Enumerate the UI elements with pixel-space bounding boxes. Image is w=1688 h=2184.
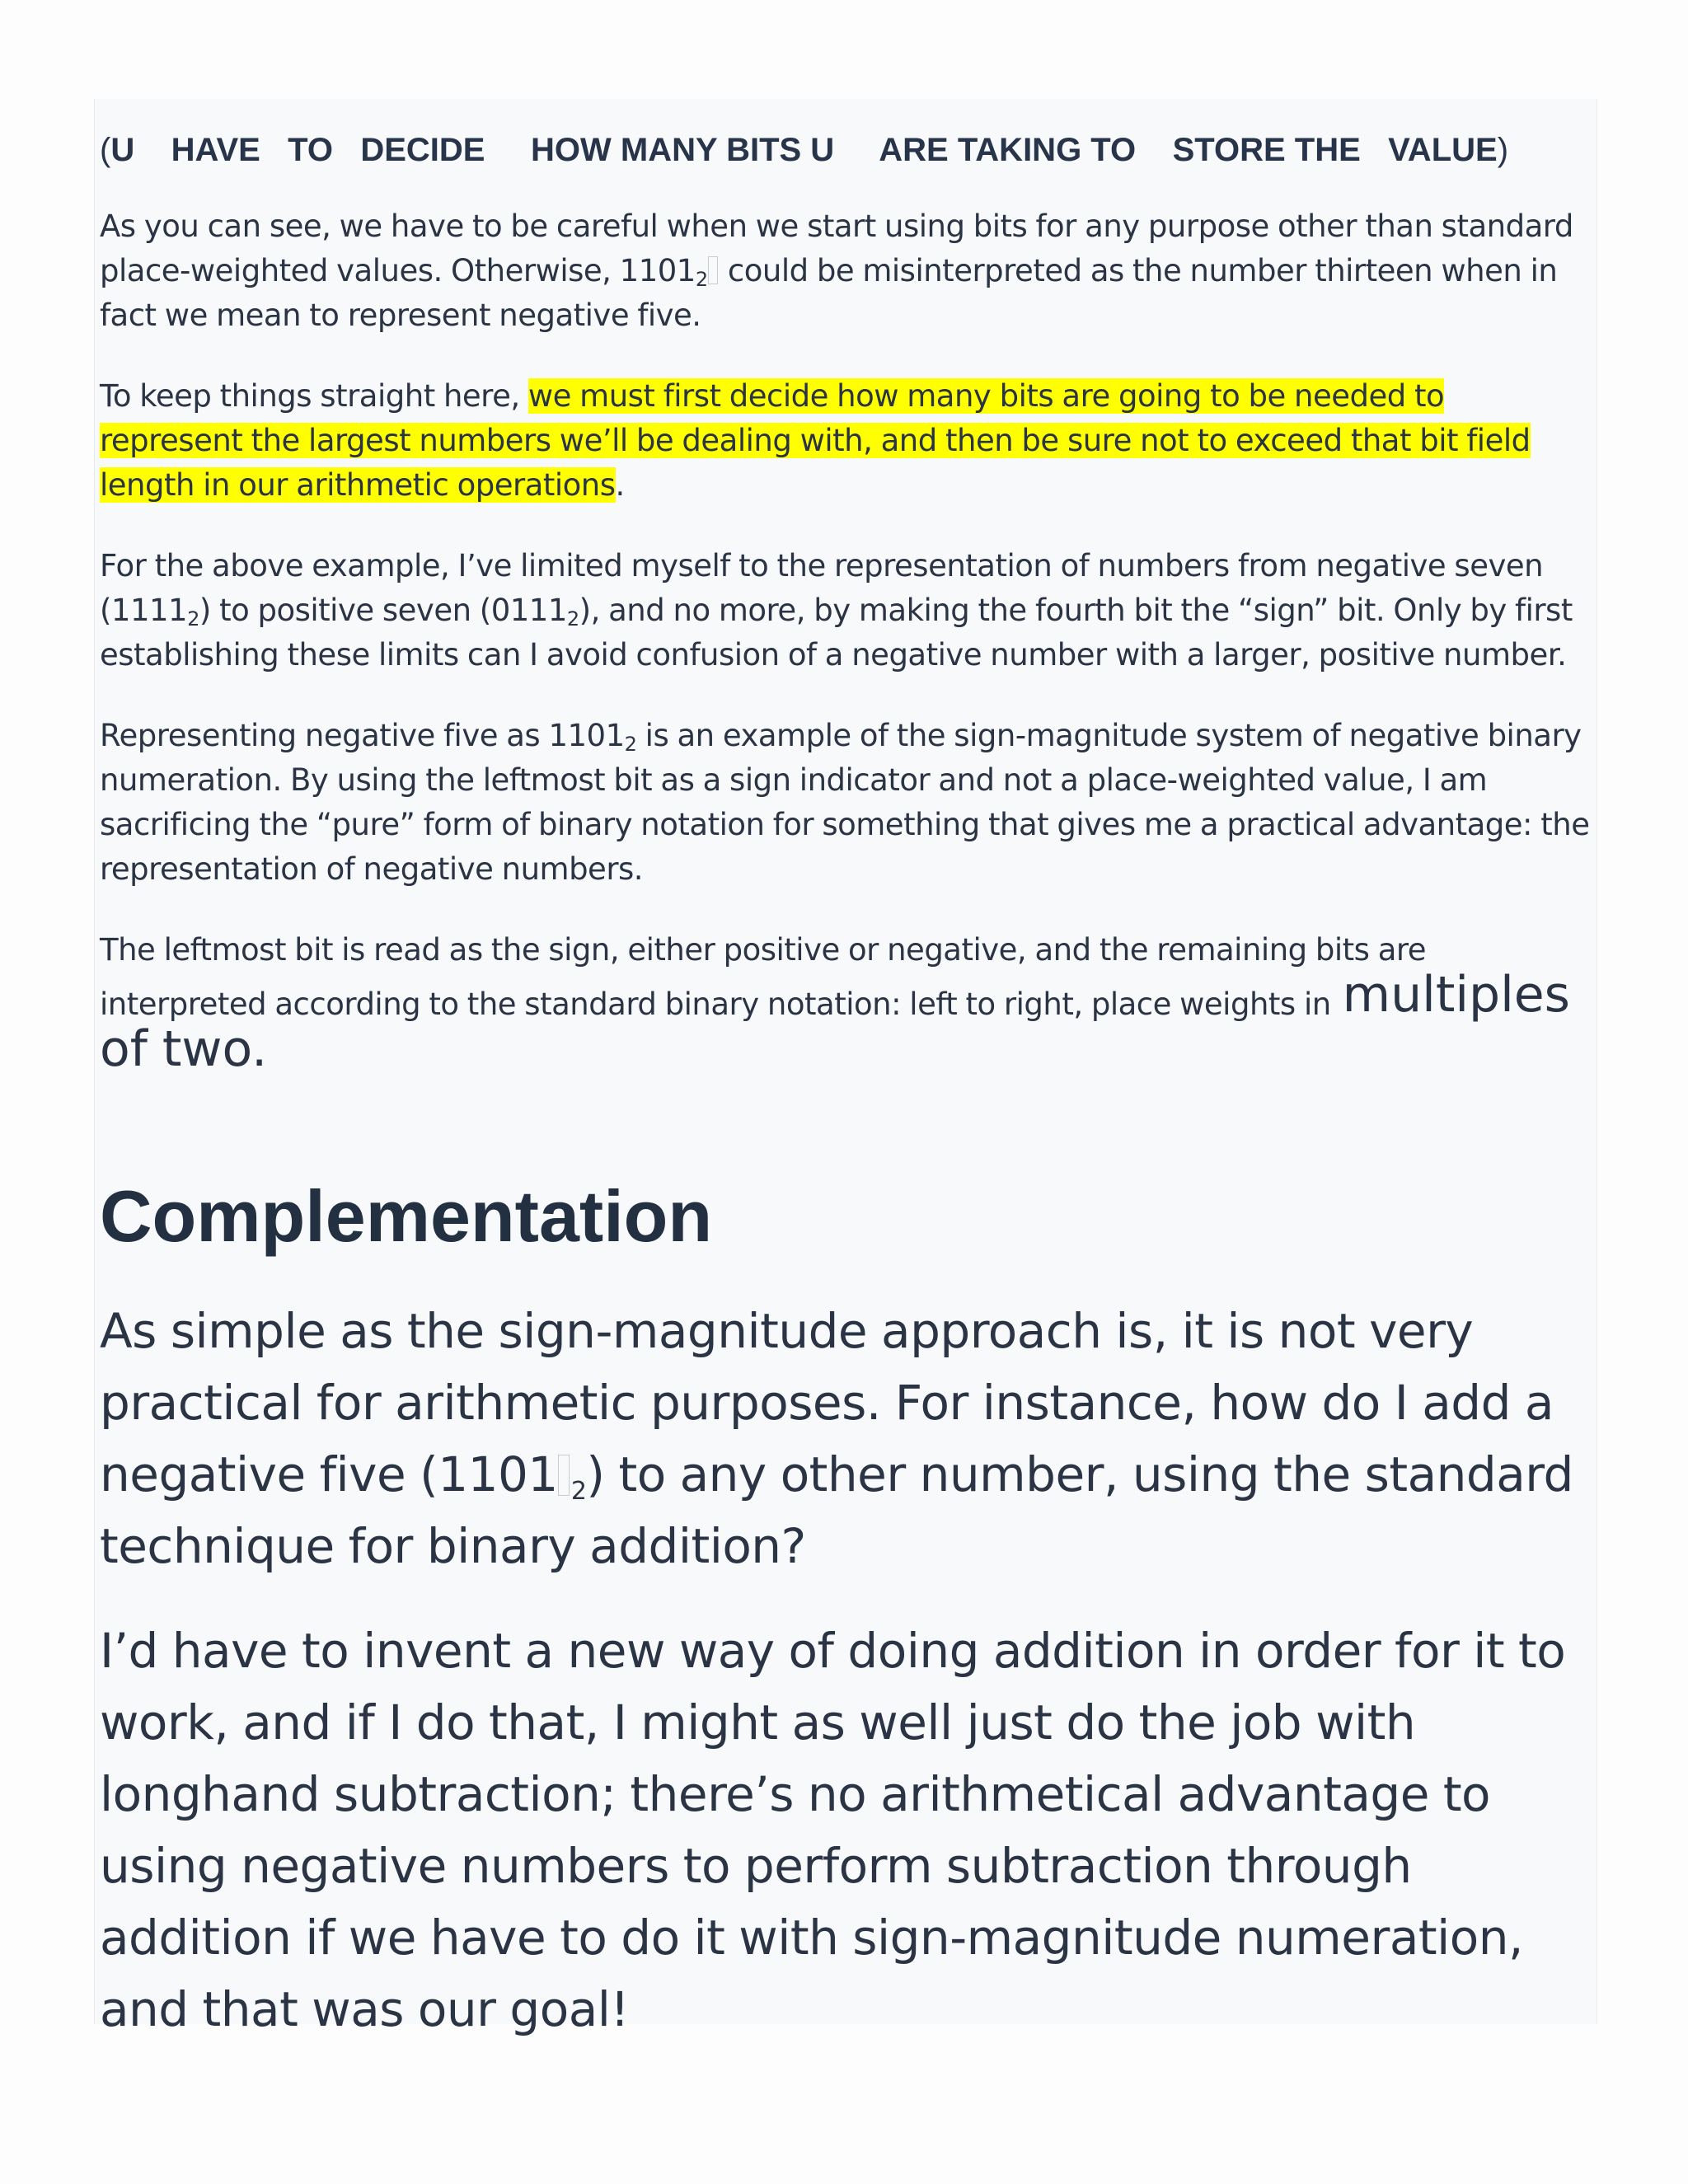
- subscript-base: 2: [570, 1477, 587, 1506]
- text-run: .: [615, 467, 625, 503]
- document-content: [100, 124, 1592, 2079]
- paragraph-invent-addition: I’d have to invent a new way of doing addition in order for it to work, and if I do that, I might as well just do the job with longhand subtraction; there’s no arithmetical advantage to using negative numbers to perform subtraction through addition if we have to do it with sign-magnitude numeration, and that was our goal!: [100, 1623, 1566, 2037]
- text-run: is an example of the sign-magnitude system of negative binary numeration. By using the leftmost bit as a sign indicator and not a place-weighted value, I am sacrificing the “pure” form of binary notation for something that gives me a practical advantage: the representation of negative numbers.: [100, 718, 1590, 887]
- text-run: To keep things straight here,: [100, 378, 528, 414]
- text-run: ) to positive seven (0111: [199, 593, 567, 628]
- text-run: As you can see, we have to be careful when we start using bits for any purpose other than standard place-weighted values. Otherwise, 1101: [100, 209, 1573, 288]
- subscript-base: 2: [566, 607, 579, 630]
- text-run: ), and no more, by making the fourth bit the “sign” bit. Only by first establishing these limits can I avoid confusion of a negative number with a larger, positive number.: [100, 593, 1573, 673]
- open-paren: (: [100, 132, 111, 168]
- subscript-base: 2: [187, 607, 199, 630]
- text-run: As simple as the sign-magnitude approach is, it is not very practical for arithmetic purposes. For instance, how do I add a negative five (1101: [100, 1303, 1554, 1502]
- subscript-base: 2: [695, 268, 708, 291]
- paragraph-careful-bits: [100, 204, 1592, 338]
- missing-glyph-box: [558, 1455, 570, 1496]
- text-run: The leftmost bit is read as the sign, either positive or negative, and the remaining bits are interpreted according to the standard binary notation: left to right, place weights in: [100, 932, 1427, 1022]
- highlighted-text: we must first decide how many bits are going to be needed to represent the largest numbers we’ll be dealing with, and then be sure not to exceed that bit field length in our arithmetic operations: [100, 378, 1531, 503]
- text-run: ) to any other number, using the standard technique for binary addition?: [100, 1446, 1573, 1574]
- text-run: Representing negative five as 1101: [100, 718, 625, 753]
- paragraph-above-example: [100, 544, 1592, 677]
- text-run: For the above example, I’ve limited myself to the representation of numbers from negative seven (1111: [100, 548, 1544, 628]
- subscript-base: 2: [624, 733, 637, 756]
- close-paren: ): [1497, 132, 1509, 168]
- missing-glyph-box: [708, 256, 718, 284]
- paragraph-not-practical: [100, 1296, 1592, 1582]
- paragraph-leftmost-bit: [100, 928, 1592, 1081]
- paragraph-sign-magnitude: [100, 714, 1592, 892]
- caps-note-text: U HAVE TO DECIDE HOW MANY BITS U ARE TAKING TO STORE THE VALUE: [110, 132, 1498, 168]
- text-run: could be misinterpreted as the number thirteen when in fact we mean to represent negative five.: [100, 253, 1558, 333]
- caps-note: [100, 124, 1592, 176]
- enlarged-text: multiples of two.: [100, 966, 1570, 1078]
- paragraph-keep-straight: [100, 374, 1592, 508]
- section-heading: Complementation: [100, 1175, 713, 1257]
